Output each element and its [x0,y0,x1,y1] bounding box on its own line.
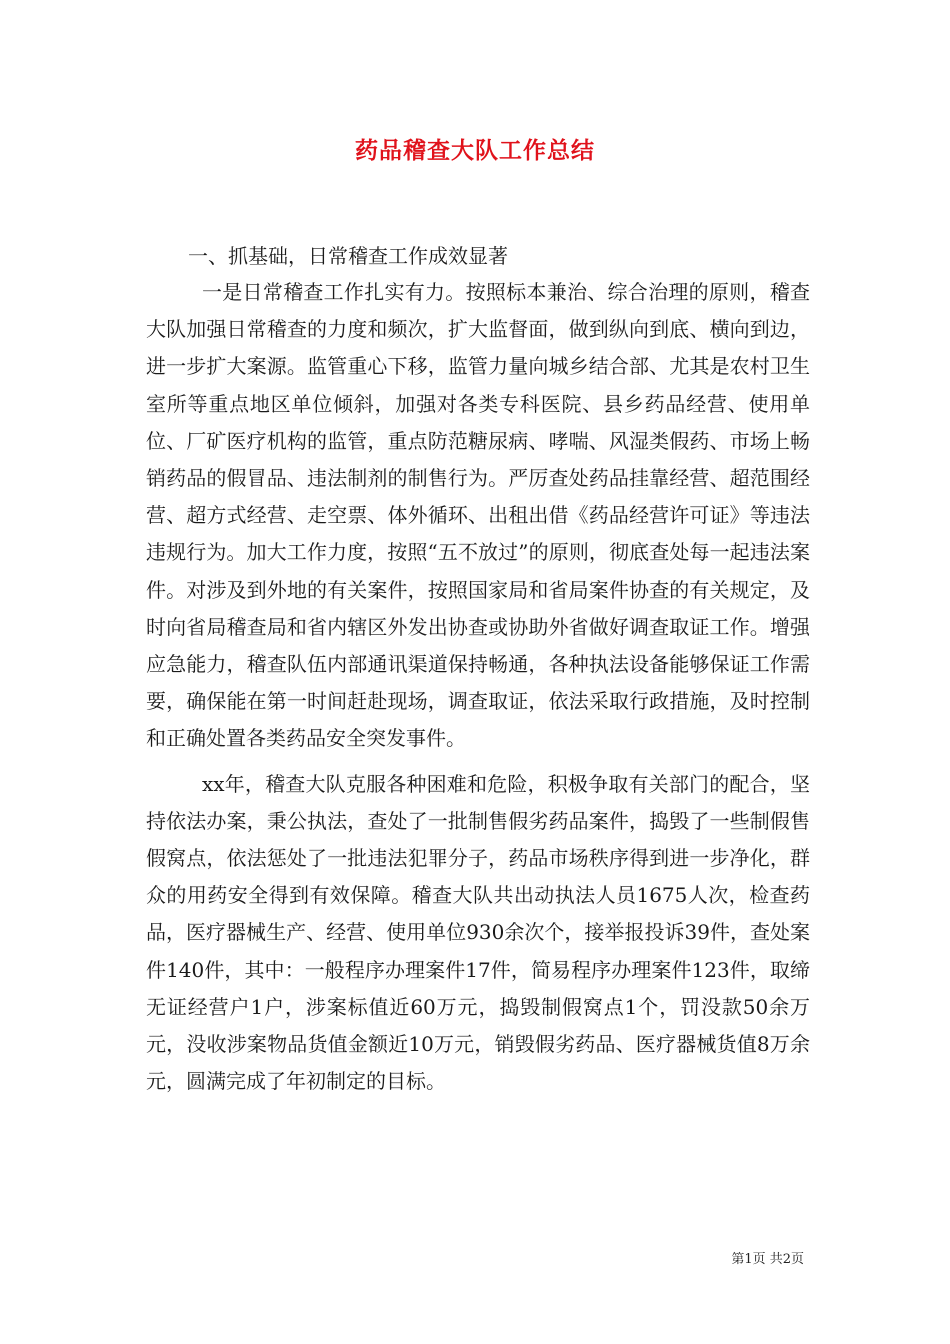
paragraph-2: xx年，稽查大队克服各种困难和危险，积极争取有关部门的配合，坚持依法办案，秉公执法，查处了一批制售假劣药品案件，捣毁了一些制假售假窝点，依法惩处了一批违法犯罪分子，药品市场秩序得到进一步净化，群众的用药安全得到有效保障。稽查大队共出动执法人员1675人次，检查药品，医疗器械生产、经营、使用单位930余次个，接举报投诉39件，查处案件140件，其中：一般程序办理案件17件，简易程序办理案件123件，取缔无证经营户1户，涉案标值近60万元，捣毁制假窝点1个，罚没款50余万元，没收涉案物品货值金额近10万元，销毁假劣药品、医疗器械货值8万余元，圆满完成了年初制定的目标。 [146,771,810,1094]
document-body [146,238,810,1100]
document-title: 药品稽查大队工作总结 [355,138,595,164]
page-number-footer: 第1页 共2页 [731,1252,804,1267]
section-heading: 一、抓基础，日常稽查工作成效显著 [188,244,508,268]
paragraph-1: 一是日常稽查工作扎实有力。按照标本兼治、综合治理的原则，稽查大队加强日常稽查的力度和频次，扩大监督面，做到纵向到底、横向到边，进一步扩大案源。监管重心下移，监管力量向城乡结合部、尤其是农村卫生室所等重点地区单位倾斜，加强对各类专科医院、县乡药品经营、使用单位、厂矿医疗机构的监管，重点防范糖尿病、哮喘、风湿类假药、市场上畅销药品的假冒品、违法制剂的制售行为。严厉查处药品挂靠经营、超范围经营、超方式经营、走空票、体外循环、出租出借《药品经营许可证》等违法违规行为。加大工作力度，按照“五不放过”的原则，彻底查处每一起违法案件。对涉及到外地的有关案件，按照国家局和省局案件协查的有关规定，及时向省局稽查局和省内辖区外发出协查或协助外省做好调查取证工作。增强应急能力，稽查队伍内部通讯渠道保持畅通，各种执法设备能够保证工作需要，确保能在第一时间赶赴现场，调查取证，依法采取行政措施，及时控制和正确处置各类药品安全突发事件。 [146,280,810,751]
